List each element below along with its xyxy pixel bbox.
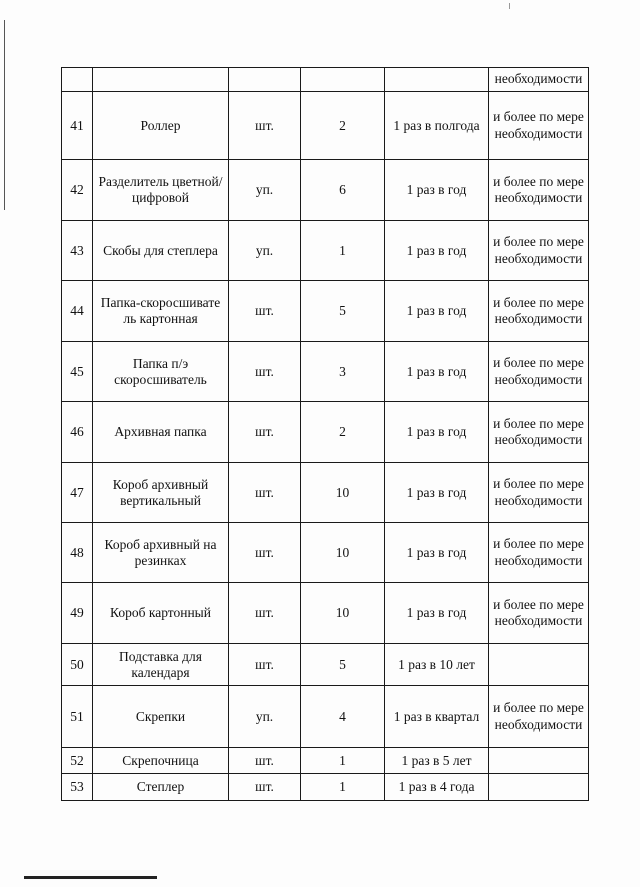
cell-quantity: 10 bbox=[301, 463, 385, 523]
cell-note: и более по мере необходимости bbox=[489, 583, 589, 644]
table-row bbox=[62, 160, 589, 221]
cell-name: Скобы для степлера bbox=[93, 221, 229, 281]
cell-number: 51 bbox=[62, 686, 93, 748]
cell-quantity: 5 bbox=[301, 281, 385, 342]
cell-note: и более по мере необходимости bbox=[489, 523, 589, 583]
cell-name: Короб архивный вертикальный bbox=[93, 463, 229, 523]
cell-unit: шт. bbox=[229, 748, 301, 774]
cell-frequency: 1 раз в год bbox=[385, 160, 489, 221]
cell-note: и более по мере необходимости bbox=[489, 686, 589, 748]
cell-note: и более по мере необходимости bbox=[489, 281, 589, 342]
cell-note: и более по мере необходимости bbox=[489, 402, 589, 463]
cell-number: 52 bbox=[62, 748, 93, 774]
cell-unit: шт. bbox=[229, 644, 301, 686]
cell-name: Разделитель цветной/цифровой bbox=[93, 160, 229, 221]
cell-note: и более по мере необходимости bbox=[489, 342, 589, 402]
cell-quantity: 1 bbox=[301, 748, 385, 774]
cell-unit: уп. bbox=[229, 686, 301, 748]
supplies-table-body bbox=[62, 68, 589, 801]
cell-quantity: 2 bbox=[301, 92, 385, 160]
supplies-table bbox=[61, 67, 589, 801]
table-row bbox=[62, 92, 589, 160]
cell-unit: шт. bbox=[229, 92, 301, 160]
table-row bbox=[62, 402, 589, 463]
cell-frequency: 1 раз в год bbox=[385, 402, 489, 463]
table-row bbox=[62, 774, 589, 801]
cell-name: Скрепки bbox=[93, 686, 229, 748]
cell-unit: шт. bbox=[229, 342, 301, 402]
table-row bbox=[62, 221, 589, 281]
cell-frequency: 1 раз в 4 года bbox=[385, 774, 489, 801]
table-row bbox=[62, 281, 589, 342]
table-row bbox=[62, 748, 589, 774]
cell-quantity: 10 bbox=[301, 583, 385, 644]
cell-number: 47 bbox=[62, 463, 93, 523]
cell-name: Скрепочница bbox=[93, 748, 229, 774]
cell-unit: уп. bbox=[229, 221, 301, 281]
table-row bbox=[62, 644, 589, 686]
cell-quantity: 1 bbox=[301, 774, 385, 801]
cell-number bbox=[62, 68, 93, 92]
cell-quantity: 4 bbox=[301, 686, 385, 748]
cell-frequency: 1 раз в год bbox=[385, 583, 489, 644]
cell-note bbox=[489, 644, 589, 686]
cell-number: 45 bbox=[62, 342, 93, 402]
scan-speck bbox=[509, 3, 510, 9]
cell-name: Папка-скоросшивате ль картонная bbox=[93, 281, 229, 342]
cell-frequency: 1 раз в квартал bbox=[385, 686, 489, 748]
cell-name: Архивная папка bbox=[93, 402, 229, 463]
cell-note: и более по мере необходимости bbox=[489, 221, 589, 281]
cell-quantity: 3 bbox=[301, 342, 385, 402]
cell-number: 41 bbox=[62, 92, 93, 160]
cell-frequency: 1 раз в 10 лет bbox=[385, 644, 489, 686]
cell-unit: шт. bbox=[229, 583, 301, 644]
cell-note bbox=[489, 774, 589, 801]
table-row bbox=[62, 686, 589, 748]
cell-unit: шт. bbox=[229, 463, 301, 523]
cell-quantity: 6 bbox=[301, 160, 385, 221]
table-row bbox=[62, 463, 589, 523]
cell-quantity: 1 bbox=[301, 221, 385, 281]
cell-unit bbox=[229, 68, 301, 92]
cell-frequency: 1 раз в год bbox=[385, 221, 489, 281]
cell-number: 44 bbox=[62, 281, 93, 342]
cell-name: Папка п/э скоросшиватель bbox=[93, 342, 229, 402]
cell-frequency: 1 раз в год bbox=[385, 523, 489, 583]
scan-margin-line bbox=[4, 20, 5, 210]
cell-note: и более по мере необходимости bbox=[489, 92, 589, 160]
table-row bbox=[62, 342, 589, 402]
table-row bbox=[62, 523, 589, 583]
cell-frequency: 1 раз в год bbox=[385, 463, 489, 523]
cell-note bbox=[489, 748, 589, 774]
cell-frequency: 1 раз в год bbox=[385, 281, 489, 342]
cell-note: и более по мере необходимости bbox=[489, 160, 589, 221]
cell-quantity: 5 bbox=[301, 644, 385, 686]
cell-unit: уп. bbox=[229, 160, 301, 221]
cell-quantity: 10 bbox=[301, 523, 385, 583]
cell-number: 50 bbox=[62, 644, 93, 686]
cell-frequency: 1 раз в полгода bbox=[385, 92, 489, 160]
cell-number: 46 bbox=[62, 402, 93, 463]
cell-number: 48 bbox=[62, 523, 93, 583]
cell-name bbox=[93, 68, 229, 92]
cell-unit: шт. bbox=[229, 402, 301, 463]
cell-note: необходимости bbox=[489, 68, 589, 92]
cell-number: 49 bbox=[62, 583, 93, 644]
cell-note: и более по мере необходимости bbox=[489, 463, 589, 523]
cell-number: 43 bbox=[62, 221, 93, 281]
cell-frequency: 1 раз в год bbox=[385, 342, 489, 402]
cell-name: Степлер bbox=[93, 774, 229, 801]
cell-name: Роллер bbox=[93, 92, 229, 160]
table-row-continuation bbox=[62, 68, 589, 92]
cell-unit: шт. bbox=[229, 281, 301, 342]
cell-quantity: 2 bbox=[301, 402, 385, 463]
cell-name: Подставка для календаря bbox=[93, 644, 229, 686]
scan-bottom-bar bbox=[24, 876, 157, 879]
cell-number: 53 bbox=[62, 774, 93, 801]
cell-name: Короб картонный bbox=[93, 583, 229, 644]
cell-unit: шт. bbox=[229, 774, 301, 801]
cell-name: Короб архивный на резинках bbox=[93, 523, 229, 583]
cell-unit: шт. bbox=[229, 523, 301, 583]
cell-frequency: 1 раз в 5 лет bbox=[385, 748, 489, 774]
cell-frequency bbox=[385, 68, 489, 92]
cell-quantity bbox=[301, 68, 385, 92]
table-row bbox=[62, 583, 589, 644]
cell-number: 42 bbox=[62, 160, 93, 221]
